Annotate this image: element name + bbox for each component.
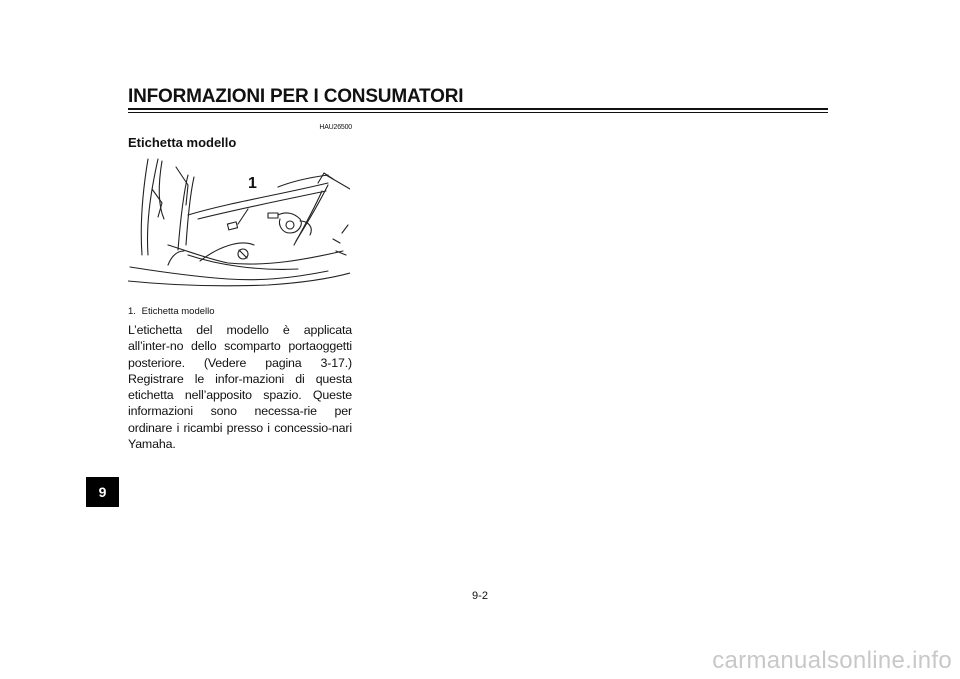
figure-caption [128, 306, 215, 317]
callout-number: 1 [248, 175, 257, 192]
caption-number: 1. [128, 306, 136, 317]
reference-code: HAU26500 [319, 124, 352, 131]
watermark: carmanualsonline.info [712, 647, 952, 674]
model-label-illustration [128, 155, 350, 292]
section-heading: Etichetta modello [128, 135, 237, 150]
chapter-tab: 9 [86, 477, 119, 507]
body-paragraph: L’etichetta del modello è applicata all’inter-no dello scomparto portaoggetti posteriore. (Vedere pagina 3-17.) Registrare le infor-mazioni di questa etichetta nell’apposito spazio. Queste informazioni sono necessa-rie per ordinare i ricambi presso i concessio-nari Yamaha. [128, 323, 352, 452]
caption-text: Etichetta modello [141, 306, 215, 317]
title-rule [128, 108, 828, 110]
title-rule-thin [128, 112, 828, 113]
page-number: 9-2 [472, 590, 488, 602]
page-title: INFORMAZIONI PER I CONSUMATORI [128, 86, 464, 107]
